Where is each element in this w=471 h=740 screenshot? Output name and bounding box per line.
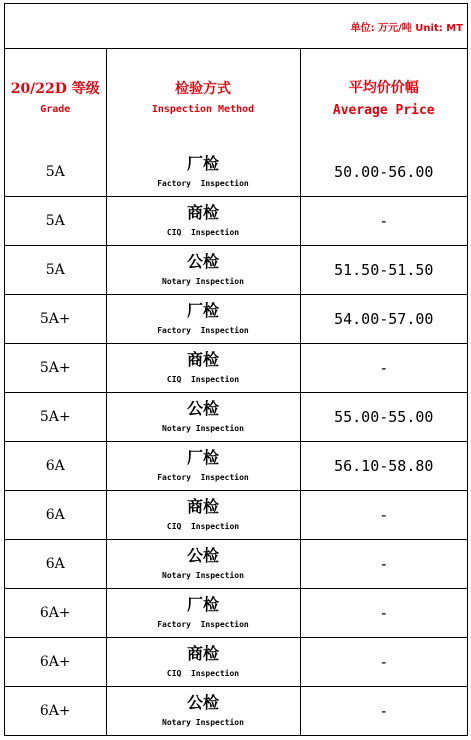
table-row: [5, 589, 467, 638]
method-cell: [106, 540, 300, 589]
grade-value: 5A+: [39, 360, 71, 376]
price-table-frame: [4, 3, 468, 736]
price-cell: [300, 148, 467, 197]
grade-cell: [5, 197, 106, 246]
price-value: 55.00-55.00: [334, 407, 434, 426]
grade-cell: [5, 246, 106, 295]
method-cell: [106, 246, 300, 295]
method-cell: [106, 589, 300, 638]
grade-value: 5A+: [39, 409, 71, 425]
price-cell: [300, 540, 467, 589]
method-cn: 商检: [186, 350, 219, 369]
grade-cell: [5, 442, 106, 491]
price-cell: [300, 638, 467, 687]
grade-value: 6A+: [39, 654, 71, 670]
table-row: [5, 393, 467, 442]
method-en: Notary Inspection: [162, 571, 244, 580]
method-en: Factory Inspection: [157, 179, 249, 188]
grade-cell: [5, 638, 106, 687]
table-row: [5, 687, 467, 736]
method-column-header: [106, 49, 300, 148]
method-cell: [106, 148, 300, 197]
grade-cell: [5, 393, 106, 442]
price-cell: [300, 589, 467, 638]
price-cell: [300, 295, 467, 344]
method-en: CIQ Inspection: [166, 522, 240, 531]
table-row: [5, 295, 467, 344]
grade-cell: [5, 491, 106, 540]
price-value: -: [379, 652, 389, 671]
price-table: [5, 49, 467, 735]
table-row: [5, 540, 467, 589]
table-row: [5, 442, 467, 491]
method-en: Factory Inspection: [157, 620, 249, 629]
table-row: [5, 197, 467, 246]
grade-cell: [5, 148, 106, 197]
price-value: -: [379, 358, 389, 377]
method-cell: [106, 295, 300, 344]
price-cell: [300, 442, 467, 491]
unit-row: [5, 4, 467, 49]
grade-value: 6A+: [39, 605, 71, 621]
grade-value: 6A: [45, 458, 65, 474]
price-cell: [300, 344, 467, 393]
method-cn: 公检: [186, 252, 219, 271]
price-cell: [300, 246, 467, 295]
price-value: -: [379, 603, 389, 622]
method-cell: [106, 491, 300, 540]
method-cell: [106, 442, 300, 491]
grade-cell: [5, 344, 106, 393]
grade-value: 5A: [45, 213, 65, 229]
method-en: Factory Inspection: [157, 326, 249, 335]
price-header-en: Average Price: [332, 102, 435, 118]
method-cn: 厂检: [186, 154, 219, 173]
price-cell: [300, 393, 467, 442]
method-header-cn: 检验方式: [175, 81, 231, 97]
method-cell: [106, 344, 300, 393]
method-cn: 厂检: [186, 448, 219, 467]
grade-header-en: Grade: [40, 104, 71, 115]
price-header-cn: 平均价价幅: [348, 79, 419, 96]
price-value: 56.10-58.80: [334, 456, 434, 475]
method-cn: 厂检: [186, 595, 219, 614]
method-cn: 商检: [186, 497, 219, 516]
price-value: 51.50-51.50: [334, 260, 434, 279]
method-en: Factory Inspection: [157, 473, 249, 482]
method-en: Notary Inspection: [162, 718, 244, 727]
price-value: -: [379, 701, 389, 720]
grade-header-cn: 20/22D 等级: [10, 81, 100, 97]
price-column-header: [300, 49, 467, 148]
method-en: Notary Inspection: [162, 277, 244, 286]
method-en: CIQ Inspection: [166, 375, 240, 384]
grade-value: 5A: [45, 164, 65, 180]
method-cn: 公检: [186, 399, 219, 418]
method-en: CIQ Inspection: [166, 669, 240, 678]
price-cell: [300, 687, 467, 736]
grade-value: 5A+: [39, 311, 71, 327]
method-cn: 公检: [186, 693, 219, 712]
method-cn: 厂检: [186, 301, 219, 320]
method-cn: 商检: [186, 644, 219, 663]
method-cell: [106, 638, 300, 687]
price-cell: [300, 197, 467, 246]
table-row: [5, 491, 467, 540]
price-value: -: [379, 554, 389, 573]
table-row: [5, 344, 467, 393]
grade-cell: [5, 687, 106, 736]
table-row: [5, 246, 467, 295]
method-cn: 公检: [186, 546, 219, 565]
table-row: [5, 638, 467, 687]
price-value: -: [379, 505, 389, 524]
grade-value: 6A+: [39, 703, 71, 719]
method-en: Notary Inspection: [162, 424, 244, 433]
price-cell: [300, 491, 467, 540]
method-en: CIQ Inspection: [166, 228, 240, 237]
grade-value: 6A: [45, 507, 65, 523]
grade-cell: [5, 589, 106, 638]
grade-value: 5A: [45, 262, 65, 278]
price-value: 54.00-57.00: [334, 309, 434, 328]
method-header-en: Inspection Method: [151, 104, 255, 115]
table-row: [5, 148, 467, 197]
grade-cell: [5, 540, 106, 589]
price-value: -: [379, 211, 389, 230]
unit-note: 单位: 万元/吨 Unit: MT: [350, 23, 463, 34]
grade-column-header: [5, 49, 106, 148]
method-cell: [106, 197, 300, 246]
method-cell: [106, 393, 300, 442]
method-cn: 商检: [186, 203, 219, 222]
price-value: 50.00-56.00: [334, 162, 434, 181]
grade-value: 6A: [45, 556, 65, 572]
method-cell: [106, 687, 300, 736]
table-header-row: [5, 49, 467, 148]
grade-cell: [5, 295, 106, 344]
